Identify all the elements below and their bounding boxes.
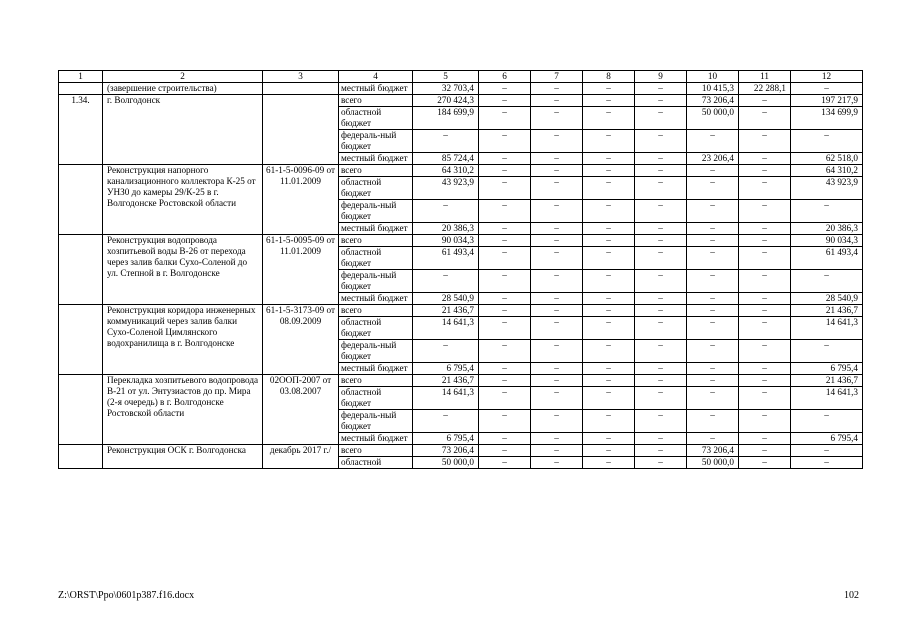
value-cell: – <box>739 107 791 130</box>
value-cell: – <box>635 387 687 410</box>
table-row <box>59 375 863 387</box>
value-cell: – <box>531 130 583 153</box>
value-cell: – <box>739 363 791 375</box>
item-name: Перекладка хозпитьевого водопровода В-21 от ул. Энтузиастов до пр. Мира (2-я очередь) в г. Волгодонске Ростовской области <box>103 375 263 445</box>
item-name: Реконструкция коридора инженерных коммуникаций через залив балки Сухо-Соленой Цимлянского водохранилища в г. Волгодонске <box>103 305 263 375</box>
value-cell: 6 795,4 <box>791 433 863 445</box>
value-cell: – <box>479 177 531 200</box>
value-cell: – <box>687 433 739 445</box>
value-cell: – <box>687 177 739 200</box>
value-cell: – <box>635 375 687 387</box>
value-cell: – <box>479 270 531 293</box>
value-cell: – <box>791 270 863 293</box>
value-cell: – <box>739 223 791 235</box>
value-cell: – <box>791 200 863 223</box>
value-cell: – <box>479 153 531 165</box>
value-cell: – <box>739 433 791 445</box>
value-cell: – <box>583 130 635 153</box>
value-cell: – <box>531 410 583 433</box>
value-cell: – <box>687 235 739 247</box>
value-cell: – <box>739 317 791 340</box>
value-cell: – <box>583 293 635 305</box>
value-cell: – <box>687 317 739 340</box>
value-cell: 28 540,9 <box>791 293 863 305</box>
value-cell: – <box>791 410 863 433</box>
value-cell: – <box>635 165 687 177</box>
item-name: г. Волгодонск <box>103 95 263 165</box>
value-cell: – <box>583 445 635 457</box>
value-cell: – <box>635 410 687 433</box>
value-cell: 21 436,7 <box>413 375 479 387</box>
value-cell: – <box>687 223 739 235</box>
value-cell: – <box>583 200 635 223</box>
value-cell: 21 436,7 <box>791 305 863 317</box>
table-row <box>59 165 863 177</box>
value-cell: – <box>531 375 583 387</box>
value-cell: – <box>413 340 479 363</box>
data-table <box>58 70 863 469</box>
value-cell: – <box>687 270 739 293</box>
value-cell: – <box>635 270 687 293</box>
value-cell: – <box>531 317 583 340</box>
budget-source: областной бюджет <box>339 177 413 200</box>
item-document: 61-1-5-3173-09 от 08.09.2009 <box>263 305 339 375</box>
page-number: 102 <box>844 590 859 601</box>
budget-source: федераль-ный бюджет <box>339 340 413 363</box>
value-cell: 20 386,3 <box>791 223 863 235</box>
header-cell: 7 <box>531 71 583 83</box>
value-cell: – <box>583 340 635 363</box>
value-cell: 14 641,3 <box>413 317 479 340</box>
value-cell: – <box>687 200 739 223</box>
value-cell: – <box>739 375 791 387</box>
value-cell: – <box>687 363 739 375</box>
value-cell: – <box>479 433 531 445</box>
header-cell: 1 <box>59 71 103 83</box>
value-cell: 20 386,3 <box>413 223 479 235</box>
item-number <box>59 235 103 305</box>
value-cell: 21 436,7 <box>791 375 863 387</box>
item-document <box>263 95 339 165</box>
item-document <box>263 83 339 95</box>
value-cell: – <box>531 433 583 445</box>
header-cell: 12 <box>791 71 863 83</box>
budget-source: областной <box>339 457 413 469</box>
value-cell: – <box>583 375 635 387</box>
value-cell: – <box>413 270 479 293</box>
value-cell: – <box>791 340 863 363</box>
value-cell: – <box>479 340 531 363</box>
header-cell: 11 <box>739 71 791 83</box>
value-cell: – <box>791 445 863 457</box>
budget-source: федераль-ный бюджет <box>339 200 413 223</box>
table-row <box>59 83 863 95</box>
value-cell: 14 641,3 <box>791 317 863 340</box>
value-cell: – <box>479 83 531 95</box>
budget-source: местный бюджет <box>339 293 413 305</box>
value-cell: – <box>531 177 583 200</box>
header-cell: 4 <box>339 71 413 83</box>
value-cell: – <box>635 153 687 165</box>
value-cell: – <box>531 445 583 457</box>
item-number <box>59 375 103 445</box>
value-cell: – <box>583 165 635 177</box>
value-cell: 197 217,9 <box>791 95 863 107</box>
value-cell: 73 206,4 <box>413 445 479 457</box>
value-cell: – <box>687 293 739 305</box>
value-cell: – <box>583 457 635 469</box>
table-row <box>59 305 863 317</box>
value-cell: – <box>479 410 531 433</box>
value-cell: – <box>739 95 791 107</box>
value-cell: – <box>635 317 687 340</box>
value-cell: – <box>635 95 687 107</box>
value-cell: – <box>687 387 739 410</box>
value-cell: – <box>635 293 687 305</box>
budget-source: всего <box>339 375 413 387</box>
budget-source: местный бюджет <box>339 83 413 95</box>
value-cell: – <box>583 235 635 247</box>
item-number: 1.34. <box>59 95 103 165</box>
value-cell: – <box>479 223 531 235</box>
value-cell: – <box>635 83 687 95</box>
value-cell: – <box>479 445 531 457</box>
value-cell: – <box>687 410 739 433</box>
value-cell: – <box>583 247 635 270</box>
value-cell: 90 034,3 <box>413 235 479 247</box>
budget-source: федераль-ный бюджет <box>339 130 413 153</box>
value-cell: – <box>531 83 583 95</box>
header-cell: 9 <box>635 71 687 83</box>
value-cell: – <box>687 247 739 270</box>
value-cell: – <box>531 270 583 293</box>
value-cell: – <box>531 200 583 223</box>
value-cell: 134 699,9 <box>791 107 863 130</box>
value-cell: 50 000,0 <box>687 107 739 130</box>
budget-source: местный бюджет <box>339 153 413 165</box>
value-cell: – <box>531 107 583 130</box>
budget-source: всего <box>339 305 413 317</box>
header-cell: 2 <box>103 71 263 83</box>
budget-source: областной бюджет <box>339 387 413 410</box>
item-number <box>59 165 103 235</box>
value-cell: 73 206,4 <box>687 95 739 107</box>
item-name: Реконструкция напорного канализационного коллектора К-25 от УНЗ0 до камеры 29/К-25 в г. Волгодонске Ростовской области <box>103 165 263 235</box>
value-cell: – <box>739 387 791 410</box>
budget-source: местный бюджет <box>339 363 413 375</box>
value-cell: – <box>687 375 739 387</box>
value-cell: – <box>531 387 583 410</box>
value-cell: – <box>635 107 687 130</box>
value-cell: – <box>635 457 687 469</box>
value-cell: 90 034,3 <box>791 235 863 247</box>
value-cell: – <box>479 247 531 270</box>
value-cell: – <box>635 130 687 153</box>
value-cell: – <box>413 410 479 433</box>
value-cell: 32 703,4 <box>413 83 479 95</box>
value-cell: – <box>479 293 531 305</box>
value-cell: – <box>739 177 791 200</box>
value-cell: 64 310,2 <box>791 165 863 177</box>
item-number <box>59 305 103 375</box>
value-cell: 6 795,4 <box>413 363 479 375</box>
value-cell: – <box>479 200 531 223</box>
value-cell: – <box>479 305 531 317</box>
value-cell: – <box>583 317 635 340</box>
value-cell: – <box>479 235 531 247</box>
value-cell: – <box>791 83 863 95</box>
budget-source: всего <box>339 445 413 457</box>
value-cell: – <box>479 317 531 340</box>
value-cell: – <box>739 293 791 305</box>
value-cell: – <box>635 177 687 200</box>
value-cell: – <box>635 445 687 457</box>
value-cell: – <box>635 247 687 270</box>
value-cell: – <box>635 340 687 363</box>
item-name: (завершение строительства) <box>103 83 263 95</box>
value-cell: – <box>583 410 635 433</box>
table-row <box>59 235 863 247</box>
value-cell: 50 000,0 <box>413 457 479 469</box>
value-cell: – <box>479 130 531 153</box>
budget-source: областной бюджет <box>339 107 413 130</box>
value-cell: – <box>739 200 791 223</box>
value-cell: 22 288,1 <box>739 83 791 95</box>
item-number <box>59 83 103 95</box>
value-cell: – <box>479 165 531 177</box>
header-cell: 3 <box>263 71 339 83</box>
budget-source: федераль-ный бюджет <box>339 270 413 293</box>
header-cell: 10 <box>687 71 739 83</box>
value-cell: – <box>739 410 791 433</box>
value-cell: 270 424,3 <box>413 95 479 107</box>
value-cell: 61 493,4 <box>413 247 479 270</box>
value-cell: 28 540,9 <box>413 293 479 305</box>
value-cell: – <box>479 95 531 107</box>
value-cell: – <box>583 177 635 200</box>
value-cell: – <box>739 235 791 247</box>
budget-source: всего <box>339 165 413 177</box>
budget-source: всего <box>339 95 413 107</box>
value-cell: – <box>583 95 635 107</box>
value-cell: – <box>791 130 863 153</box>
value-cell: – <box>531 305 583 317</box>
value-cell: – <box>413 200 479 223</box>
value-cell: – <box>635 433 687 445</box>
value-cell: – <box>479 375 531 387</box>
value-cell: – <box>739 340 791 363</box>
value-cell: – <box>791 457 863 469</box>
value-cell: 85 724,4 <box>413 153 479 165</box>
value-cell: – <box>635 223 687 235</box>
value-cell: – <box>583 363 635 375</box>
item-document: 61-1-5-0095-09 от 11.01.2009 <box>263 235 339 305</box>
table-row <box>59 95 863 107</box>
value-cell: – <box>739 153 791 165</box>
value-cell: – <box>479 107 531 130</box>
value-cell: – <box>635 200 687 223</box>
value-cell: – <box>531 95 583 107</box>
item-number <box>59 445 103 469</box>
header-cell: 8 <box>583 71 635 83</box>
value-cell: – <box>739 305 791 317</box>
value-cell: – <box>739 247 791 270</box>
value-cell: – <box>635 363 687 375</box>
value-cell: – <box>583 83 635 95</box>
value-cell: – <box>687 165 739 177</box>
header-row <box>59 71 863 83</box>
value-cell: 14 641,3 <box>413 387 479 410</box>
value-cell: – <box>413 130 479 153</box>
value-cell: – <box>479 363 531 375</box>
item-document: 61-1-5-0096-09 от 11.01.2009 <box>263 165 339 235</box>
value-cell: 62 518,0 <box>791 153 863 165</box>
value-cell: – <box>531 247 583 270</box>
value-cell: 73 206,4 <box>687 445 739 457</box>
value-cell: 184 699,9 <box>413 107 479 130</box>
value-cell: 6 795,4 <box>413 433 479 445</box>
budget-source: местный бюджет <box>339 433 413 445</box>
value-cell: 50 000,0 <box>687 457 739 469</box>
value-cell: – <box>583 223 635 235</box>
value-cell: – <box>531 223 583 235</box>
item-document: декабрь 2017 г./ <box>263 445 339 469</box>
value-cell: – <box>739 165 791 177</box>
file-path: Z:\ORST\Ppo\0601p387.f16.docx <box>58 590 195 601</box>
value-cell: – <box>531 457 583 469</box>
value-cell: – <box>531 340 583 363</box>
budget-source: всего <box>339 235 413 247</box>
item-document: 02ООП-2007 от 03.08.2007 <box>263 375 339 445</box>
value-cell: – <box>687 130 739 153</box>
value-cell: – <box>479 457 531 469</box>
budget-source: федераль-ный бюджет <box>339 410 413 433</box>
value-cell: 23 206,4 <box>687 153 739 165</box>
header-cell: 6 <box>479 71 531 83</box>
value-cell: – <box>739 445 791 457</box>
value-cell: – <box>687 305 739 317</box>
value-cell: 43 923,9 <box>791 177 863 200</box>
value-cell: – <box>531 153 583 165</box>
value-cell: – <box>531 165 583 177</box>
value-cell: 14 641,3 <box>791 387 863 410</box>
value-cell: – <box>635 305 687 317</box>
value-cell: – <box>583 387 635 410</box>
budget-source: местный бюджет <box>339 223 413 235</box>
value-cell: 61 493,4 <box>791 247 863 270</box>
value-cell: – <box>583 305 635 317</box>
value-cell: – <box>583 153 635 165</box>
value-cell: – <box>739 130 791 153</box>
value-cell: – <box>531 235 583 247</box>
value-cell: – <box>479 387 531 410</box>
value-cell: – <box>531 363 583 375</box>
budget-source: областной бюджет <box>339 317 413 340</box>
value-cell: – <box>583 270 635 293</box>
value-cell: 21 436,7 <box>413 305 479 317</box>
value-cell: – <box>739 457 791 469</box>
value-cell: 10 415,3 <box>687 83 739 95</box>
value-cell: – <box>583 433 635 445</box>
value-cell: – <box>739 270 791 293</box>
item-name: Реконструкция водопровода хозпитьевой воды В-26 от перехода через залив балки Сухо-Соленой до ул. Степной в г. Волгодонске <box>103 235 263 305</box>
value-cell: – <box>635 235 687 247</box>
table-row <box>59 445 863 457</box>
value-cell: 64 310,2 <box>413 165 479 177</box>
value-cell: – <box>583 107 635 130</box>
value-cell: – <box>687 340 739 363</box>
item-name: Реконструкция ОСК г. Волгодонска <box>103 445 263 469</box>
value-cell: 43 923,9 <box>413 177 479 200</box>
value-cell: 6 795,4 <box>791 363 863 375</box>
value-cell: – <box>531 293 583 305</box>
header-cell: 5 <box>413 71 479 83</box>
budget-source: областной бюджет <box>339 247 413 270</box>
